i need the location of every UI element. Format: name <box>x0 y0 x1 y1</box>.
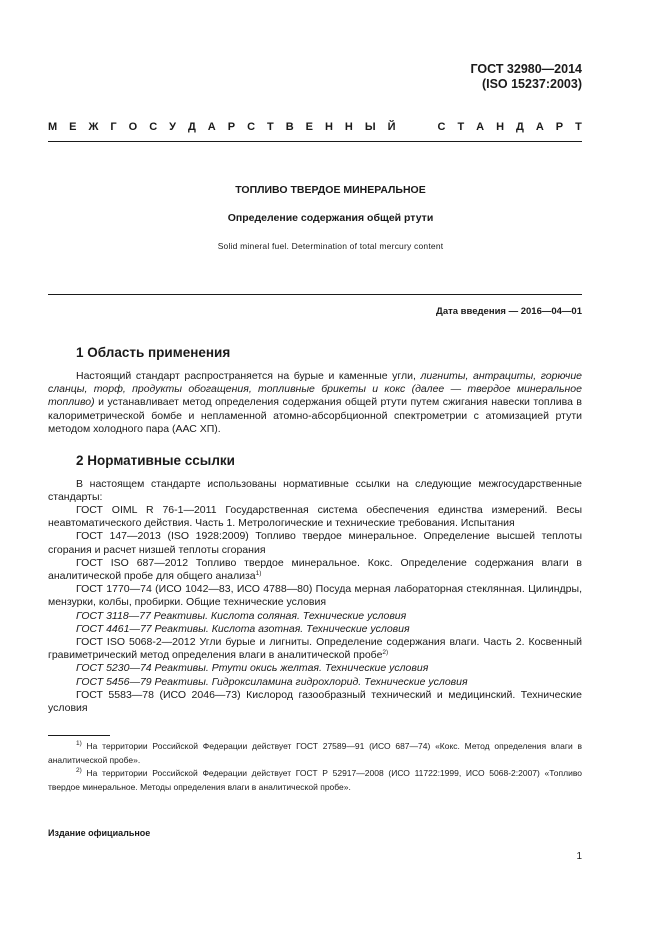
banner-letter: Р <box>555 121 564 133</box>
section-2-heading: 2 Нормативные ссылки <box>76 453 235 468</box>
banner-letter: Н <box>324 121 333 133</box>
reference-text: ГОСТ ISO 5068-2—2012 Угли бурые и лигниты. Определение содержания влаги. Часть 2. Косвенный гравиметрический метод определения влаги в аналитической пробе <box>48 636 582 662</box>
reference-item <box>48 557 582 583</box>
scope-text-a: Настоящий стандарт распространяется на бурые и каменные угли, <box>76 370 421 382</box>
reference-item <box>48 504 582 530</box>
banner-letter: Г <box>110 121 117 133</box>
banner-letter: С <box>437 121 446 133</box>
banner-letter: Н <box>496 121 505 133</box>
reference-item <box>48 689 582 715</box>
reference-item <box>48 530 582 556</box>
banner-letter: Й <box>387 121 396 133</box>
iso-number: (ISO 15237:2003) <box>481 77 582 91</box>
banner-letter: А <box>207 121 216 133</box>
reference-item <box>48 623 582 636</box>
reference-text: ГОСТ 5583—78 (ИСО 2046—73) Кислород газообразный технический и медицинский. Технические условия <box>48 688 582 715</box>
top-divider <box>48 141 582 142</box>
footnote-item <box>48 767 582 794</box>
reference-text: ГОСТ 4461—77 Реактивы. Кислота азотная. Технические условия <box>76 622 410 635</box>
banner-letter: А <box>535 121 544 133</box>
reference-text: ГОСТ 3118—77 Реактивы. Кислота соляная. Технические условия <box>76 609 407 622</box>
document-subtitle: Определение содержания общей ртути <box>227 212 434 224</box>
footnote-mark: 1) <box>76 740 82 747</box>
document-title: ТОПЛИВО ТВЕРДОЕ МИНЕРАЛЬНОЕ <box>235 184 426 196</box>
banner-letter: Т <box>575 121 582 133</box>
reference-text: ГОСТ 1770—74 (ИСО 1042—83, ИСО 4788—80) Посуда мерная лабораторная стеклянная. Цилиндры, мензурки, колбы, пробирки. Общие технические условия <box>48 583 582 609</box>
banner-gap <box>408 121 426 133</box>
scope-text-c: и устанавливает метод определения содержания общей ртути путем сжигания навески топлива в калориметрической бомбе и непламенной атомно-абсорбционной спектрометрии с атомизацией ртути методом холодного пара (ААС ХП). <box>48 396 582 435</box>
footnote-marker: 1) <box>255 570 262 578</box>
banner-letter: Е <box>305 121 313 133</box>
banner-letter: Е <box>69 121 77 133</box>
title-divider <box>48 294 582 295</box>
interstate-standard-banner <box>48 121 582 133</box>
banner-letter: С <box>247 121 256 133</box>
footnote-divider <box>48 735 110 736</box>
banner-letter: Т <box>267 121 274 133</box>
banner-letter: А <box>476 121 485 133</box>
references-intro: В настоящем стандарте использованы нормативные ссылки на следующие межгосударственные стандарты: <box>48 478 582 504</box>
banner-letter: В <box>285 121 294 133</box>
reference-item <box>48 636 582 662</box>
banner-letter: Р <box>227 121 236 133</box>
banner-letter: Ж <box>88 121 99 133</box>
section-2-intro <box>48 478 582 504</box>
banner-letter: М <box>48 121 58 133</box>
reference-item <box>48 662 582 675</box>
reference-text: ГОСТ 147—2013 (ISO 1928:2009) Топливо твердое минеральное. Определение высшей теплоты сгорания и расчет низшей теплоты сгорания <box>48 530 582 556</box>
reference-text: ГОСТ OIML R 76-1—2011 Государственная система обеспечения единства измерений. Весы неавтоматического действия. Часть 1. Метрологические и технические требования. Испытания <box>48 504 582 530</box>
banner-letter: Ы <box>364 121 376 133</box>
footnote-text: На территории Российской Федерации действует ГОСТ Р 52917—2008 (ИСО 11722:1999, ИСО 5068-2:2007) «Топливо твердое минеральное. Методы определения влаги в аналитической пробе». <box>48 768 582 792</box>
english-title: Solid mineral fuel. Determination of total mercury content <box>217 241 444 251</box>
normative-references-list <box>48 504 582 715</box>
scope-paragraph <box>48 370 582 436</box>
footnote-text: На территории Российской Федерации действует ГОСТ 27589—91 (ИСО 687—74) «Кокс. Метод определения влаги в аналитической пробе». <box>48 741 582 765</box>
footnotes <box>48 740 582 794</box>
scope-text-italic: лигниты, антрациты, горючие сланцы, торф, продукты обогащения, топливные брикеты и кокс (далее — твердое минеральное топливо) <box>48 370 582 409</box>
reference-item <box>48 583 582 609</box>
banner-letter: Т <box>457 121 465 133</box>
footnote-mark: 2) <box>76 767 82 774</box>
page-number: 1 <box>576 851 582 862</box>
reference-item <box>48 676 582 689</box>
reference-text: ГОСТ ISO 687—2012 Топливо твердое минеральное. Кокс. Определение содержания влаги в аналитической пробе для общего анализа <box>48 556 582 583</box>
banner-letter: Д <box>187 121 196 133</box>
official-edition-label: Издание официальное <box>48 828 151 838</box>
banner-letter: У <box>169 121 176 133</box>
standard-designation <box>470 62 582 92</box>
section-1-heading: 1 Область применения <box>76 345 231 360</box>
introduction-date: Дата введения — 2016—04—01 <box>436 306 582 317</box>
footnote-item <box>48 740 582 767</box>
banner-letter: С <box>149 121 158 133</box>
reference-item <box>48 610 582 623</box>
section-1-body <box>48 370 582 436</box>
banner-letter: Д <box>516 121 524 133</box>
footnote-marker: 2) <box>382 649 389 657</box>
gost-number: ГОСТ 32980—2014 <box>470 62 582 76</box>
reference-text: ГОСТ 5230—74 Реактивы. Ртути окись желтая. Технические условия <box>76 662 429 675</box>
banner-letter: О <box>128 121 138 133</box>
banner-letter: Н <box>344 121 353 133</box>
reference-text: ГОСТ 5456—79 Реактивы. Гидроксиламина гидрохлорид. Технические условия <box>76 675 468 688</box>
